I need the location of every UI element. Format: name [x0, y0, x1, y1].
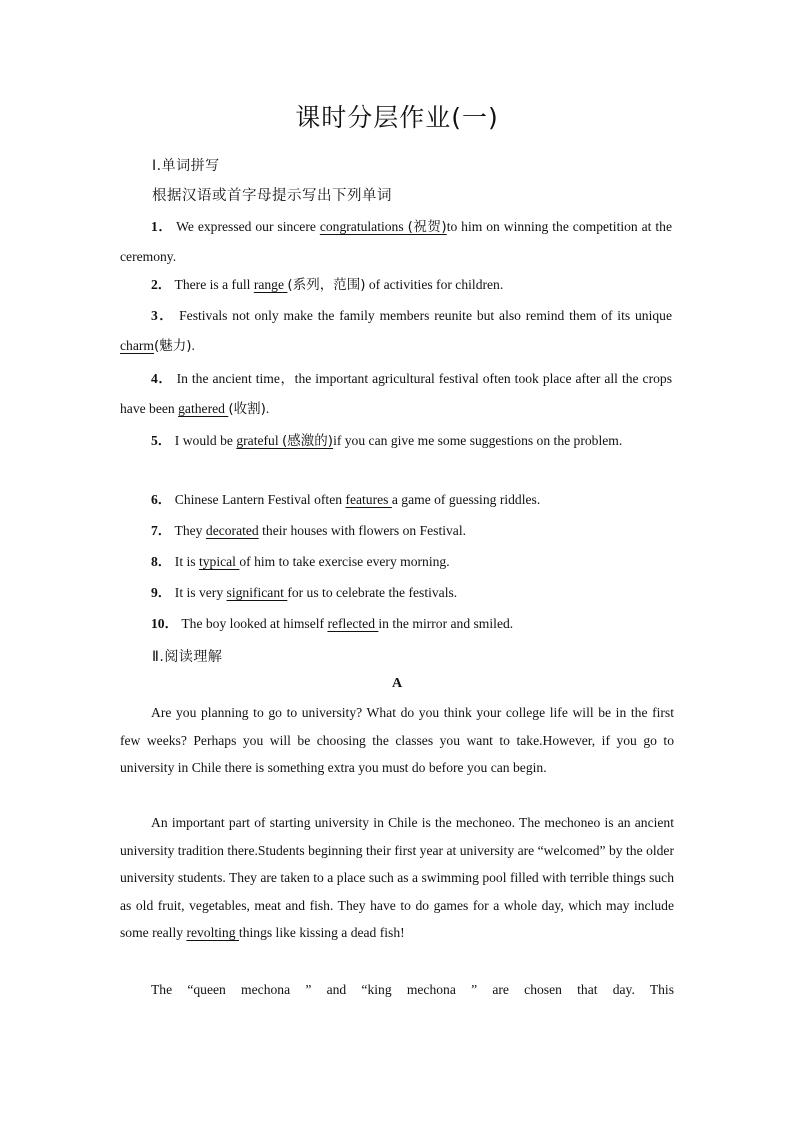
question-text: Festivals not only make the family members reunite but also remind them of its unique — [179, 308, 672, 323]
passage-paragraph-2: An important part of starting university in Chile is the mechoneo. The mechoneo is an ancient university tradition there.Students beginning their first year at university are “welcomed” by the older university students. They are taken to a place such as a swimming pool filled with terrible things such as old fruit, vegetables, meat and fish. They have to do games for a whole day, which may include some really revolting things like kissing a dead fish! — [120, 815, 674, 941]
question-1 — [120, 212, 672, 272]
question-text-tail: . — [191, 338, 195, 353]
answer-underlined: typical — [198, 554, 240, 569]
question-text: There is a full — [174, 277, 254, 292]
question-text-tail: of him to take exercise every morning. — [239, 554, 450, 569]
question-5 — [120, 426, 672, 456]
chinese-hint: (系列，范围) — [287, 277, 366, 293]
question-text: I would be — [174, 433, 237, 448]
chinese-hint: (感激的) — [282, 433, 334, 449]
question-text-tail: a game of guessing riddles. — [391, 492, 541, 507]
underlined-word: revolting — [186, 925, 239, 941]
question-number: 7． — [151, 523, 172, 538]
question-8 — [120, 547, 672, 577]
question-text: Chinese Lantern Festival often — [174, 492, 346, 507]
question-number: 1． — [151, 219, 173, 234]
question-number: 10． — [151, 616, 179, 631]
question-number: 8． — [151, 554, 172, 569]
question-number: 9． — [151, 585, 172, 600]
question-7 — [120, 516, 672, 546]
section-heading-vocabulary: Ⅰ.单词拼写 — [152, 158, 220, 174]
question-text-tail: of activities for children. — [365, 277, 504, 292]
section-instruction: 根据汉语或首字母提示写出下列单词 — [152, 188, 392, 204]
question-number: 4． — [151, 371, 173, 386]
question-text: We expressed our sincere — [176, 219, 320, 234]
chinese-hint: (魅力) — [153, 338, 192, 354]
question-3 — [120, 301, 672, 361]
question-9 — [120, 578, 672, 608]
question-text: They — [174, 523, 206, 538]
passage-paragraph-1: Are you planning to go to university? What do you think your college life will be in the first few weeks? Perhaps you will be choosing the classes you want to take.However, if you go to university in Chile there is something extra you must do before you can begin. — [120, 705, 674, 776]
answer-underlined: features — [345, 492, 392, 507]
answer-underlined: congratulations (祝贺) — [319, 219, 447, 235]
question-number: 5． — [151, 433, 172, 448]
question-text-tail: if you can give me some suggestions on the problem. — [333, 433, 623, 448]
question-text-tail: in the mirror and smiled. — [378, 616, 514, 631]
question-text-tail: . — [265, 401, 270, 416]
question-text-tail: to him on winning the competition at the ceremony. — [120, 219, 672, 264]
question-4 — [120, 364, 672, 424]
answer-underlined: grateful (感激的) — [236, 433, 334, 449]
question-6 — [120, 485, 672, 515]
question-text: The boy looked at himself — [181, 616, 328, 631]
section-heading-reading: Ⅱ.阅读理解 — [152, 649, 223, 665]
question-text: In the ancient time，the important agricultural festival often took place after all the crops have been — [120, 371, 672, 416]
passage-heading: A — [391, 676, 403, 691]
answer-underlined: range — [253, 277, 288, 292]
question-2 — [120, 270, 672, 300]
question-number: 3． — [151, 308, 175, 323]
question-10 — [120, 609, 672, 639]
page-title: 课时分层作业(一) — [295, 103, 499, 132]
passage-paragraph-3: The “queen mechona ” and “king mechona ” are chosen that day. This — [151, 982, 674, 997]
answer-underlined: significant — [226, 585, 288, 600]
question-number: 6． — [151, 492, 172, 507]
question-number: 2． — [151, 277, 172, 292]
answer-underlined: charm — [120, 338, 154, 353]
question-text-tail: for us to celebrate the festivals. — [287, 585, 458, 600]
answer-underlined: decorated — [205, 523, 259, 538]
chinese-hint: (收割) — [228, 401, 266, 417]
question-text-tail: their houses with flowers on Festival. — [258, 523, 467, 538]
question-text: It is — [174, 554, 199, 569]
question-text: It is very — [174, 585, 227, 600]
answer-underlined: reflected — [327, 616, 379, 631]
answer-underlined: gathered — [178, 401, 229, 416]
chinese-hint: (祝贺) — [407, 219, 447, 235]
